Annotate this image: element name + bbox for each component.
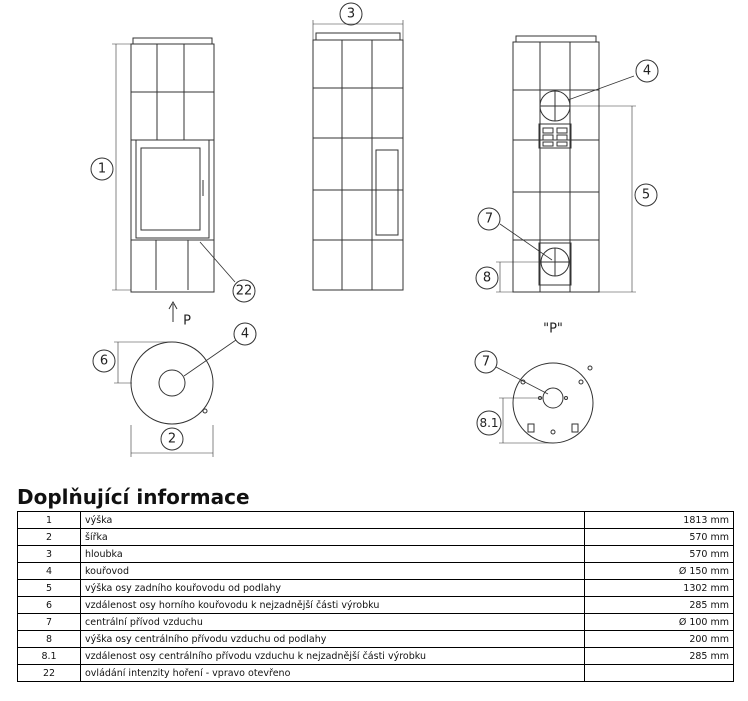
row-value: 570 mm (585, 529, 734, 546)
callout-6-label: 6 (99, 353, 109, 369)
row-label: centrální přívod vzduchu (81, 614, 585, 631)
row-label: kouřovod (81, 563, 585, 580)
side-view (313, 3, 403, 290)
callout-5-label: 5 (641, 187, 651, 203)
front-view (91, 38, 255, 302)
row-number: 4 (18, 563, 81, 580)
row-value: 1813 mm (585, 512, 734, 529)
row-label: vzdálenost osy horního kouřovodu k nejzadnější části výrobku (81, 597, 585, 614)
row-value: Ø 150 mm (585, 563, 734, 580)
row-value: 285 mm (585, 597, 734, 614)
view-label: "P" (543, 321, 563, 337)
row-value: 570 mm (585, 546, 734, 563)
row-label: hloubka (81, 546, 585, 563)
callout-7-label-bottom: 7 (481, 354, 491, 370)
row-number: 1 (18, 512, 81, 529)
table-row (18, 648, 734, 665)
row-number: 3 (18, 546, 81, 563)
row-label: výška (81, 512, 585, 529)
callout-1-label: 1 (97, 161, 107, 177)
view-arrow-label: P (183, 313, 191, 329)
table-row (18, 563, 734, 580)
callout-4-label-back: 4 (642, 63, 652, 79)
row-label: vzdálenost osy centrálního přívodu vzduchu k nejzadnější části výrobku (81, 648, 585, 665)
row-value: 200 mm (585, 631, 734, 648)
callout-8-label: 8 (482, 270, 492, 286)
table-row (18, 631, 734, 648)
back-view (476, 36, 658, 292)
callout-2-label: 2 (167, 431, 177, 447)
table-row (18, 546, 734, 563)
row-number: 2 (18, 529, 81, 546)
table-row (18, 512, 734, 529)
table-row (18, 597, 734, 614)
table-row (18, 665, 734, 682)
row-label: výška osy zadního kouřovodu od podlahy (81, 580, 585, 597)
callout-4-label-top: 4 (240, 326, 250, 342)
row-number: 5 (18, 580, 81, 597)
callout-22-label: 22 (235, 283, 253, 299)
row-number: 8.1 (18, 648, 81, 665)
row-label: ovládání intenzity hoření - vpravo otevřeno (81, 665, 585, 682)
row-value: 1302 mm (585, 580, 734, 597)
row-value (585, 665, 734, 682)
info-table (17, 511, 734, 682)
callout-3-label: 3 (346, 6, 356, 22)
table-row (18, 580, 734, 597)
row-label: šířka (81, 529, 585, 546)
table-row (18, 529, 734, 546)
callout-7-label-back: 7 (484, 211, 494, 227)
info-table-body (18, 512, 734, 682)
row-label: výška osy centrálního přívodu vzduchu od podlahy (81, 631, 585, 648)
row-number: 6 (18, 597, 81, 614)
row-number: 7 (18, 614, 81, 631)
table-row (18, 614, 734, 631)
row-value: Ø 100 mm (585, 614, 734, 631)
row-number: 22 (18, 665, 81, 682)
row-number: 8 (18, 631, 81, 648)
section-heading: Doplňující informace (17, 485, 250, 509)
row-value: 285 mm (585, 648, 734, 665)
callout-8-1-label: 8.1 (479, 416, 499, 430)
